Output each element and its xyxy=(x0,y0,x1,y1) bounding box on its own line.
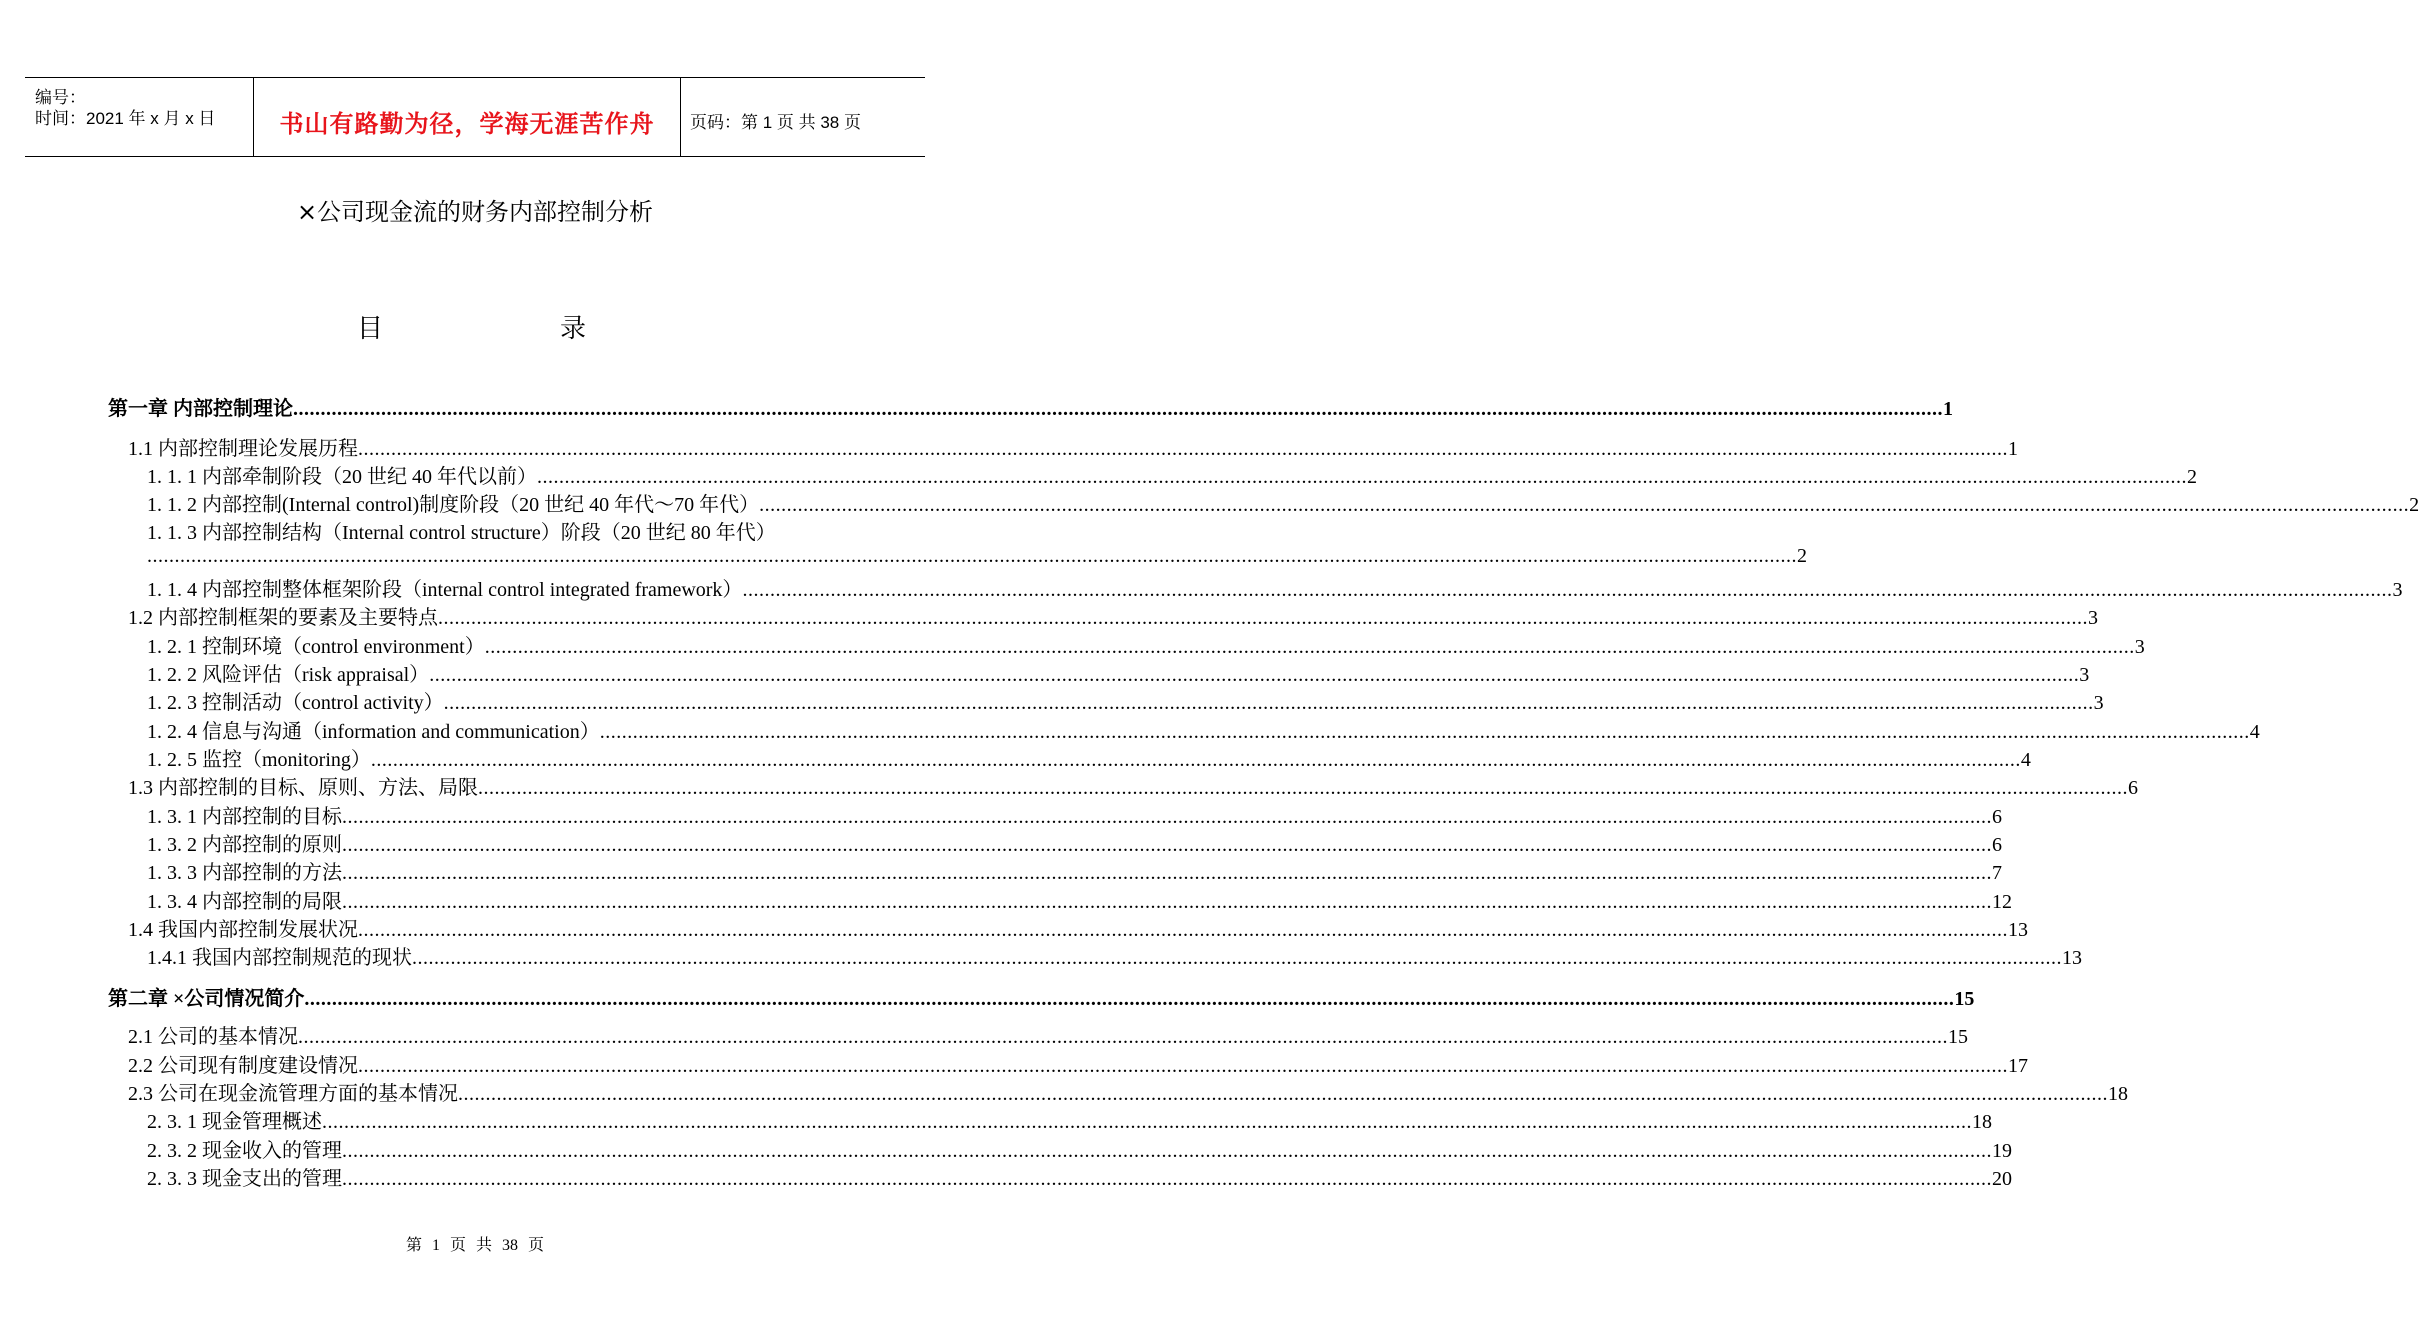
toc-entry-text: 1. 2. 2 风险评估（risk appraisal） xyxy=(147,664,430,686)
toc-entry-1-3-3[interactable] xyxy=(147,856,2002,885)
toc-entry-text: 1. 2. 3 控制活动（control activity） xyxy=(147,692,444,714)
toc-entry-text: 1.3 内部控制的目标、原则、方法、局限 xyxy=(128,777,478,799)
toc-entry-text: 第一章 内部控制理论 xyxy=(108,398,293,420)
toc-entry-1-2[interactable] xyxy=(128,601,2098,630)
toc-leader-dots: ............................................................................................................................................................................................................................................................................................................ xyxy=(342,891,1992,913)
toc-entry-page: 15 xyxy=(1948,1026,1968,1048)
toc-entry-page: 13 xyxy=(2008,919,2028,941)
toc-entry-page: 18 xyxy=(2108,1083,2128,1105)
toc-leader-dots: ............................................................................................................................................................................................................................................................................................................ xyxy=(412,947,2062,969)
toc-leader-dots: ............................................................................................................................................................................................................................................................................................................ xyxy=(438,607,2088,629)
toc-leader-dots: ............................................................................................................................................................................................................................................................................................................ xyxy=(342,1140,1992,1162)
page-header xyxy=(25,77,925,157)
toc-entry-page: 3 xyxy=(2134,636,2145,658)
page-footer: 第 1 页 共 38 页 xyxy=(405,1237,544,1254)
toc-entry-page: 19 xyxy=(1992,1140,2012,1162)
header-right-cell xyxy=(680,78,925,156)
toc-entry-text: 2.1 公司的基本情况 xyxy=(128,1026,298,1048)
toc-leader-dots: ............................................................................................................................................................................................................................................................................................................ xyxy=(537,466,2187,488)
toc-entry-2-3-2[interactable] xyxy=(147,1134,2012,1163)
toc-entry-1-1-2[interactable] xyxy=(147,488,2419,517)
toc-entry-text: 2. 3. 1 现金管理概述 xyxy=(147,1111,322,1133)
toc-entry-text: 第二章 ×公司情况简介 xyxy=(108,988,305,1010)
document-time-label: 时间：2021 年 x 月 x 日 xyxy=(35,109,216,128)
toc-entry-text: 1.4.1 我国内部控制规范的现状 xyxy=(147,947,412,969)
toc-leader-dots: ............................................................................................................................................................................................................................................................................................................ xyxy=(759,494,2410,516)
toc-entry-1-1-4[interactable] xyxy=(147,573,2403,602)
toc-entry-text: 1. 2. 4 信息与沟通（information and communication） xyxy=(147,721,600,743)
toc-leader-dots: ............................................................................................................................................................................................................................................................................................................ xyxy=(443,692,2094,714)
toc-entry-1-2-4[interactable] xyxy=(147,715,2260,744)
toc-entry-text: 2. 3. 2 现金收入的管理 xyxy=(147,1140,342,1162)
toc-entry-text: 2.2 公司现有制度建设情况 xyxy=(128,1055,358,1077)
toc-leader-dots: ............................................................................................................................................................................................................................................................................................................ xyxy=(458,1083,2108,1105)
toc-entry-1-1-3-leader[interactable] xyxy=(147,545,1807,568)
toc-entry-1-2-3[interactable] xyxy=(147,686,2104,715)
toc-entry-text: 1. 2. 5 监控（monitoring） xyxy=(147,749,371,771)
toc-entry-1-1-1[interactable] xyxy=(147,460,2197,489)
toc-entry-page: 6 xyxy=(2128,777,2138,799)
header-middle-cell xyxy=(253,78,681,156)
toc-leader-dots: ............................................................................................................................................................................................................................................................................................................ xyxy=(484,636,2135,658)
toc-leader-dots: ............................................................................................................................................................................................................................................................................................................ xyxy=(342,1168,1992,1190)
toc-entry-page: 2 xyxy=(2409,494,2419,516)
toc-entry-page: 3 xyxy=(2093,692,2104,714)
toc-leader-dots: ............................................................................................................................................................................................................................................................................................................ xyxy=(742,579,2393,601)
toc-entry-1-3-1[interactable] xyxy=(147,800,2002,829)
toc-entry-page: 1 xyxy=(1943,398,1953,420)
toc-entry-page: 4 xyxy=(2020,749,2031,771)
toc-leader-dots: ............................................................................................................................................................................................................................................................................................................ xyxy=(342,806,1992,828)
toc-entry-page: 20 xyxy=(1992,1168,2012,1190)
header-motto: 书山有路勤为径，学海无涯苦作舟 xyxy=(279,110,655,138)
toc-leader-dots: ............................................................................................................................................................................................................................................................................................................ xyxy=(358,438,2008,460)
toc-entry-page: 15 xyxy=(1954,988,1975,1010)
toc-entry-text: 1.1 内部控制理论发展历程 xyxy=(128,438,358,460)
toc-entry-1-2-2[interactable] xyxy=(147,658,2090,687)
toc-entry-text: 1. 3. 2 内部控制的原则 xyxy=(147,834,342,856)
toc-entry-page: 2 xyxy=(2187,466,2197,488)
toc-entry-text: 1. 1. 4 内部控制整体框架阶段（internal control integrated framework） xyxy=(147,579,743,601)
toc-leader-dots: ............................................................................................................................................................................................................................................................................................................ xyxy=(342,834,1992,856)
toc-leader-dots: ............................................................................................................................................................................................................................................................................................................ xyxy=(322,1111,1972,1133)
toc-leader-dots: ............................................................................................................................................................................................................................................................................................................ xyxy=(304,988,1955,1010)
toc-entry-chapter-1[interactable] xyxy=(108,392,1953,421)
toc-entry-page: 4 xyxy=(2249,721,2260,743)
toc-leader-dots: ............................................................................................................................................................................................................................................................................................................ xyxy=(599,721,2250,743)
toc-entry-chapter-2[interactable] xyxy=(108,982,1975,1011)
toc-entry-page: 3 xyxy=(2079,664,2090,686)
toc-entry-text: 1.4 我国内部控制发展状况 xyxy=(128,919,358,941)
toc-leader-dots: ............................................................................................................................................................................................................................................................................................................ xyxy=(358,919,2008,941)
toc-entry-page: 12 xyxy=(1992,891,2012,913)
toc-entry-text: 1. 3. 3 内部控制的方法 xyxy=(147,862,342,884)
toc-leader-dots: ............................................................................................................................................................................................................................................................................................................ xyxy=(298,1026,1948,1048)
toc-entry-2-3-3[interactable] xyxy=(147,1162,2012,1191)
toc-entry-page: 6 xyxy=(1992,806,2002,828)
toc-entry-page: 17 xyxy=(2008,1055,2028,1077)
toc-leader-dots: ............................................................................................................................................................................................................................................................................................................ xyxy=(147,545,1797,567)
header-page-number: 页码：第 1 页 共 38 页 xyxy=(690,113,861,132)
toc-entry-page: 18 xyxy=(1972,1111,1992,1133)
toc-entry-1-1[interactable] xyxy=(128,432,2018,461)
toc-entry-1-1-3-text[interactable]: 1. 1. 3 内部控制结构（Internal control structure）阶段（20 世纪 80 年代） xyxy=(147,522,776,544)
toc-entry-text: 1. 2. 1 控制环境（control environment） xyxy=(147,636,485,658)
toc-leader-dots: ............................................................................................................................................................................................................................................................................................................ xyxy=(293,398,1943,420)
toc-entry-1-4[interactable] xyxy=(128,913,2028,942)
toc-leader-dots: ............................................................................................................................................................................................................................................................................................................ xyxy=(358,1055,2008,1077)
toc-entry-page: 6 xyxy=(1992,834,2002,856)
header-left-cell xyxy=(25,78,253,156)
toc-leader-dots: ............................................................................................................................................................................................................................................................................................................ xyxy=(370,749,2021,771)
toc-entry-text: 1. 1. 1 内部牵制阶段（20 世纪 40 年代以前） xyxy=(147,466,537,488)
toc-entry-2-3[interactable] xyxy=(128,1077,2128,1106)
toc-entry-text: 1. 3. 4 内部控制的局限 xyxy=(147,891,342,913)
toc-entry-page: 13 xyxy=(2062,947,2082,969)
toc-heading-char-1: 目 xyxy=(357,314,384,344)
toc-entry-text: 1. 3. 1 内部控制的目标 xyxy=(147,806,342,828)
toc-leader-dots: ............................................................................................................................................................................................................................................................................................................ xyxy=(342,862,1992,884)
toc-entry-text: 1.2 内部控制框架的要素及主要特点 xyxy=(128,607,438,629)
toc-entry-page: 2 xyxy=(1797,545,1807,567)
toc-entry-2-2[interactable] xyxy=(128,1049,2028,1078)
toc-entry-1-3[interactable] xyxy=(128,771,2138,800)
toc-entry-page: 3 xyxy=(2392,579,2403,601)
toc-entry-page: 7 xyxy=(1992,862,2002,884)
toc-entry-1-2-1[interactable] xyxy=(147,630,2145,659)
toc-entry-page: 1 xyxy=(2008,438,2018,460)
toc-entry-1-2-5[interactable] xyxy=(147,743,2031,772)
document-code-label: 编号： xyxy=(35,88,86,107)
document-title: ×公司现金流的财务内部控制分析 xyxy=(296,198,654,226)
toc-leader-dots: ............................................................................................................................................................................................................................................................................................................ xyxy=(429,664,2080,686)
toc-entry-2-3-1[interactable] xyxy=(147,1105,1992,1134)
toc-entry-1-3-4[interactable] xyxy=(147,885,2012,914)
toc-entry-text: 2.3 公司在现金流管理方面的基本情况 xyxy=(128,1083,458,1105)
toc-leader-dots: ............................................................................................................................................................................................................................................................................................................ xyxy=(478,777,2128,799)
toc-entry-1-4-1[interactable] xyxy=(147,941,2082,970)
toc-heading-char-2: 录 xyxy=(560,314,587,344)
toc-entry-2-1[interactable] xyxy=(128,1020,1968,1049)
toc-entry-page: 3 xyxy=(2088,607,2098,629)
toc-entry-text: 2. 3. 3 现金支出的管理 xyxy=(147,1168,342,1190)
toc-entry-text: 1. 1. 2 内部控制(Internal control)制度阶段（20 世纪 40 年代～70 年代） xyxy=(147,494,760,516)
toc-entry-1-3-2[interactable] xyxy=(147,828,2002,857)
